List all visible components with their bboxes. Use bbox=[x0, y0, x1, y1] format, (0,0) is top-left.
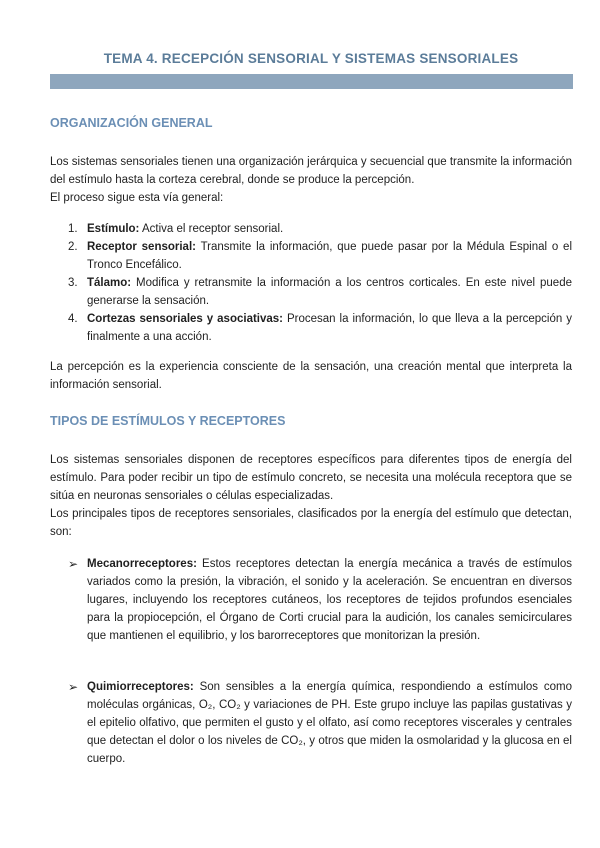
list-item bbox=[50, 555, 572, 645]
section-heading-tipos: TIPOS DE ESTÍMULOS Y RECEPTORES bbox=[50, 414, 286, 428]
section-heading-organizacion: ORGANIZACIÓN GENERAL bbox=[50, 116, 213, 130]
step-term: Estímulo: bbox=[87, 223, 140, 235]
intro-paragraph-2: Los principales tipos de receptores sensoriales, clasificados por la energía del estímulo que detectan, son: bbox=[50, 508, 572, 538]
closing-paragraph: La percepción es la experiencia consciente de la sensación, una creación mental que interpreta la información sensorial. bbox=[50, 361, 572, 391]
list-item bbox=[50, 310, 572, 346]
list-item bbox=[50, 274, 572, 310]
section2-intro bbox=[50, 451, 572, 541]
step-term: Receptor sensorial: bbox=[87, 241, 196, 253]
title-bar bbox=[50, 74, 573, 89]
process-steps-list bbox=[50, 220, 572, 346]
section1-closing bbox=[50, 358, 572, 394]
list-item bbox=[50, 220, 572, 238]
step-text: Modifica y retransmite la información a los centros corticales. En este nivel puede generarse la sensación. bbox=[87, 277, 572, 307]
step-term: Tálamo: bbox=[87, 277, 132, 289]
step-number: 3. bbox=[68, 277, 78, 289]
step-number: 2. bbox=[68, 241, 78, 253]
section1-intro bbox=[50, 153, 572, 207]
intro-paragraph: Los sistemas sensoriales tienen una organización jerárquica y secuencial que transmite la información del estímulo hasta la corteza cerebral, donde se produce la percepción. bbox=[50, 156, 572, 186]
step-text: Transmite la información, que puede pasar por la Médula Espinal o el Tronco Encefálico. bbox=[87, 241, 572, 271]
step-number: 4. bbox=[68, 313, 78, 325]
receptor-term: Mecanorreceptores: bbox=[87, 558, 197, 570]
list-item bbox=[50, 678, 572, 768]
receptor-types-list-2 bbox=[50, 678, 572, 768]
step-number: 1. bbox=[68, 223, 78, 235]
list-item bbox=[50, 238, 572, 274]
step-text: Activa el receptor sensorial. bbox=[139, 223, 284, 235]
arrow-bullet-icon: ➢ bbox=[68, 557, 79, 571]
page-title: TEMA 4. RECEPCIÓN SENSORIAL Y SISTEMAS SENSORIALES bbox=[103, 51, 519, 66]
receptor-types-list bbox=[50, 555, 572, 645]
intro-paragraph-2: El proceso sigue esta vía general: bbox=[50, 192, 224, 204]
step-term: Cortezas sensoriales y asociativas: bbox=[87, 313, 284, 325]
receptor-term: Quimiorreceptores: bbox=[87, 681, 194, 693]
receptor-text: Son sensibles a la energía química, respondiendo a estímulos como moléculas orgánicas, O₂, CO₂ y variaciones de PH. Este grupo incluye las papilas gustativas y el epitelio olfativo, que permiten el gusto y el olfato, así como receptores viscerales y centrales que detectan el dolor o los niveles de CO₂, y otros que miden la osmolaridad y la glucosa en el cuerpo. bbox=[87, 681, 572, 765]
arrow-bullet-icon: ➢ bbox=[68, 680, 79, 694]
intro-paragraph: Los sistemas sensoriales disponen de receptores específicos para diferentes tipos de energía del estímulo. Para poder recibir un tipo de estímulo concreto, se necesita una molécula receptora que se sitúa en neuronas sensoriales o células especializadas. bbox=[50, 454, 572, 502]
step-text: Procesan la información, lo que lleva a la percepción y finalmente a una acción. bbox=[87, 313, 572, 343]
receptor-text: Estos receptores detectan la energía mecánica a través de estímulos variados como la presión, la vibración, el sonido y la aceleración. Se encuentran en diversos lugares, incluyendo los receptores cutáneos, los receptores de tejidos profundos esenciales para la propiocepción, el Órgano de Corti crucial para la audición, los canales semicirculares que mantienen el equilibrio, y los barorreceptores que monitorizan la presión. bbox=[87, 558, 572, 642]
